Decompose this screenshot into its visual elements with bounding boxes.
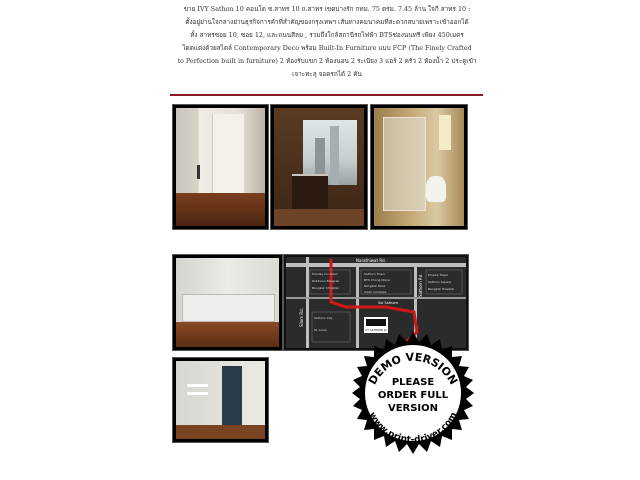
stamp-url: www.print-driver.com (366, 410, 460, 446)
map-label: Bangkok Hospital (428, 287, 455, 291)
photo-bathroom (370, 104, 468, 230)
description-line: ไดตแต่งด้วยสไตล์ Contemporary Deco พร้อม Built-In Furniture แบบ FCP (The Finely Crafted (182, 44, 472, 52)
stamp-line-1: PLEASE (391, 377, 435, 388)
map-label: Silom Complex (364, 290, 387, 294)
demo-version-stamp (345, 330, 481, 466)
map-top-road: Narathiwat Rd. (356, 258, 386, 263)
map-left-road: Silom Rd. (299, 308, 304, 327)
map-label: Sathorn Square (428, 280, 452, 284)
description-line: to Perfection built in furniture) 2 ห้องรับแขก 2 ห้องนอน 2 ระเบียง 3 แอร์ 2 ครัว 2 ห้องน้ำ 2 ประตูเข้า (177, 57, 477, 65)
map-label: BTS Chong Nonsi (364, 278, 390, 282)
stamp-line-3: VERSION (387, 403, 439, 414)
map-label: Sathorn Thani (364, 272, 385, 276)
description-line: ทั้ง สาทรซอย 10, ซอย 12, และถนนสีลม , รวมถึงใกล้สถานีรถไฟฟ้า BTSช่องนนทรี เพียง 450เมตร (190, 31, 464, 39)
map-label: Sathorn City (314, 316, 333, 320)
photo-kitchen-view (270, 104, 368, 230)
description-line: ตั้งอยู่ย่านใจกลางย่านธุรกิจการค้าที่สำคัญของกรุงเทพฯ เส้นทางคมนาคมที่สะดวกสบายเพราะเข้าออกได้ (185, 18, 469, 26)
map-mid-road: Soi Sathorn (378, 301, 399, 305)
listing-description (168, 3, 486, 81)
description-line: ขาย IVY Sathon 10 คอนโด ซ.สาทร 10 ถ.สาทร เขตบางรัก กทม. 75 ตรม. 7.45 ล้าน ใจกี่ สาทร 10 : (183, 5, 471, 13)
divider-rule (170, 94, 483, 96)
description-line: เจาะทะลุ จอดรถได้ 2 คัน (292, 70, 362, 78)
map-label: Robinson Bangrak (312, 279, 340, 283)
stamp-line-2: ORDER FULL (377, 390, 449, 401)
map-label: Empire Tower (428, 273, 449, 277)
photo-entrance (172, 357, 269, 443)
photo-living-room (172, 104, 269, 230)
stamp-arc-text: DEMO VERSION (365, 350, 461, 387)
map-label: Holiday Inn Silom (312, 272, 339, 276)
map-logo: IVY SATHORN 10 (365, 329, 387, 332)
map-right-road: Sathorn Rd. (418, 273, 423, 297)
photo-bedroom (172, 254, 283, 351)
map-label: Bangkok Christian (312, 286, 340, 290)
map-label: St. Louis (314, 328, 327, 332)
map-label: Bangkok Bank (364, 284, 386, 288)
